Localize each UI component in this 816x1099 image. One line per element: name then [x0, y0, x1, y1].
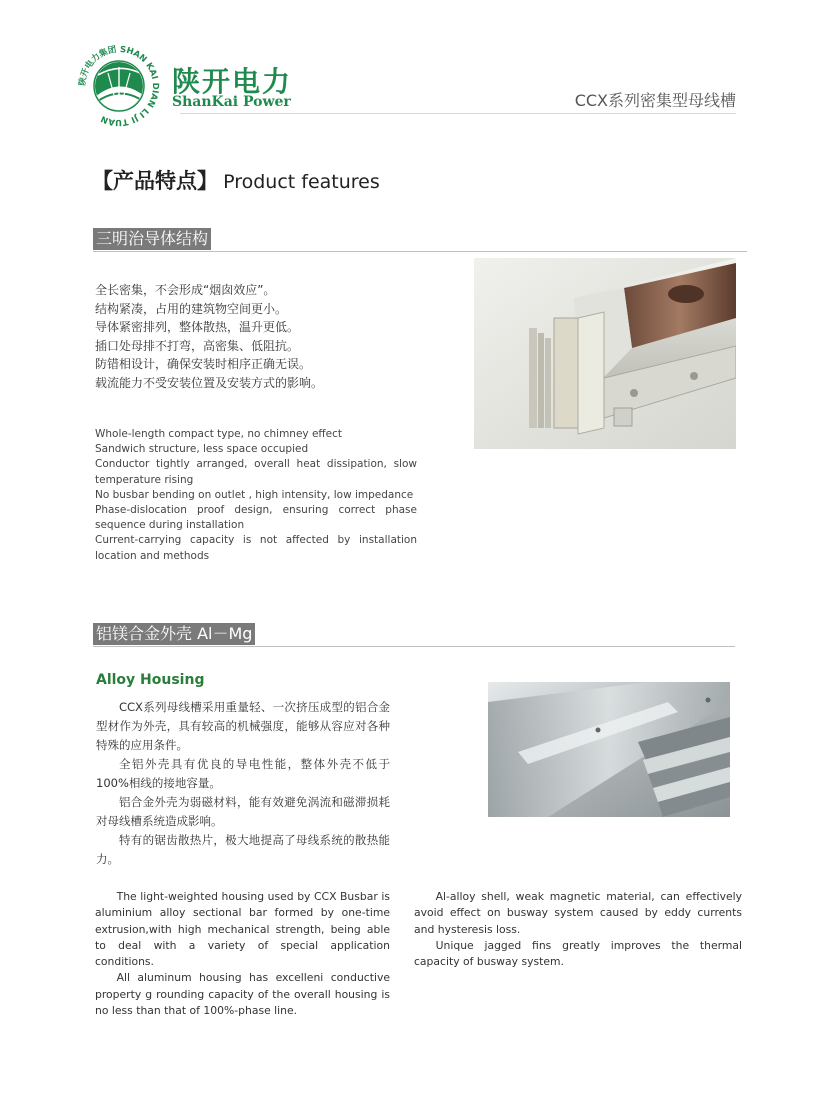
feature-item-cn: 导体紧密排列，整体散热，温升更低。 [95, 320, 300, 334]
paragraph-en: Al-alloy shell, weak magnetic material, can effectively avoid effect on busway system caused by eddy currents and hysteresis loss. [414, 890, 742, 936]
alloy-description-en-left [95, 889, 390, 1019]
alloy-description-en-right [414, 889, 742, 970]
brand-name-cn: 陕开电力 [172, 65, 293, 98]
heading-rule [93, 251, 747, 252]
alloy-housing-heading-label: 铝镁合金外壳 Al－Mg [93, 623, 255, 645]
paragraph-en: Unique jagged fins greatly improves the thermal capacity of busway system. [414, 938, 742, 969]
sandwich-structure-heading-label: 三明治导体结构 [93, 228, 211, 250]
paragraph-cn: CCX系列母线槽采用重量轻、一次挤压成型的铝合金型材作为外壳，具有较高的机械强度，能够从容应对各种特殊的应用条件。 [96, 700, 390, 752]
alloy-description-cn [96, 698, 390, 869]
feature-item-cn: 结构紧凑，占用的建筑物空间更小。 [95, 301, 288, 316]
logo-emblem [78, 45, 160, 127]
logo-ring-text: 陕开电力集团 SHAN KAI DIAN LI JI TUAN [78, 45, 160, 127]
alloy-housing-heading [93, 623, 735, 645]
feature-item-cn: 防错相设计，确保安装时相序正确无误。 [95, 357, 312, 371]
document-title: CCX系列密集型母线槽 [574, 91, 736, 110]
sandwich-structure-heading [93, 228, 747, 250]
paragraph-cn: 铝合金外壳为弱磁材料，能有效避免涡流和磁滞损耗对母线槽系统造成影响。 [96, 795, 390, 828]
heading-rule [93, 646, 735, 647]
section-title-cn: 【产品特点】 [92, 169, 218, 193]
feature-item-en: Phase-dislocation proof design, ensuring correct phase sequence during installation [95, 504, 417, 532]
feature-item-cn: 全长密集，不会形成“烟囱效应”。 [95, 283, 276, 297]
feature-item-en: Whole-length compact type, no chimney effect [95, 428, 343, 440]
alloy-housing-title: Alloy Housing [96, 672, 205, 688]
paragraph-en: All aluminum housing has excelleni conductive property g rounding capacity of the overall housing is no less than that of 100%-phase line. [95, 971, 390, 1018]
feature-list-en [95, 427, 417, 564]
feature-item-en: No busbar bending on outlet , high intensity, low impedance [95, 488, 414, 501]
feature-item-cn: 载流能力不受安装位置及安装方式的影响。 [95, 375, 324, 390]
section-title [92, 165, 380, 195]
section-title-en: Product features [223, 171, 380, 193]
paragraph-cn: 特有的锯齿散热片，极大地提高了母线系统的散热能力。 [96, 833, 390, 866]
feature-item-en: Sandwich structure, less space occupied [95, 443, 309, 456]
aluminum-housing-image [488, 682, 730, 817]
paragraph-en: The light-weighted housing used by CCX Busbar is aluminium alloy sectional bar formed by one-time extrusion,with high mechanical strength, being able to deal with a variety of special application conditions. [95, 890, 390, 969]
feature-item-en: Current-carrying capacity is not affected by installation location and methods [95, 534, 417, 562]
feature-item-cn: 插口处母排不打弯，高密集、低阻抗。 [95, 338, 300, 353]
feature-item-en: Conductor tightly arranged, overall heat dissipation, slow temperature rising [95, 458, 417, 486]
header-divider [180, 113, 736, 114]
brand-name-en: ShanKai Power [172, 94, 291, 110]
busbar-product-image [474, 258, 736, 449]
paragraph-cn: 全铝外壳具有优良的导电性能，整体外壳不低于100%相线的接地容量。 [96, 757, 390, 790]
feature-list-cn [95, 281, 323, 392]
